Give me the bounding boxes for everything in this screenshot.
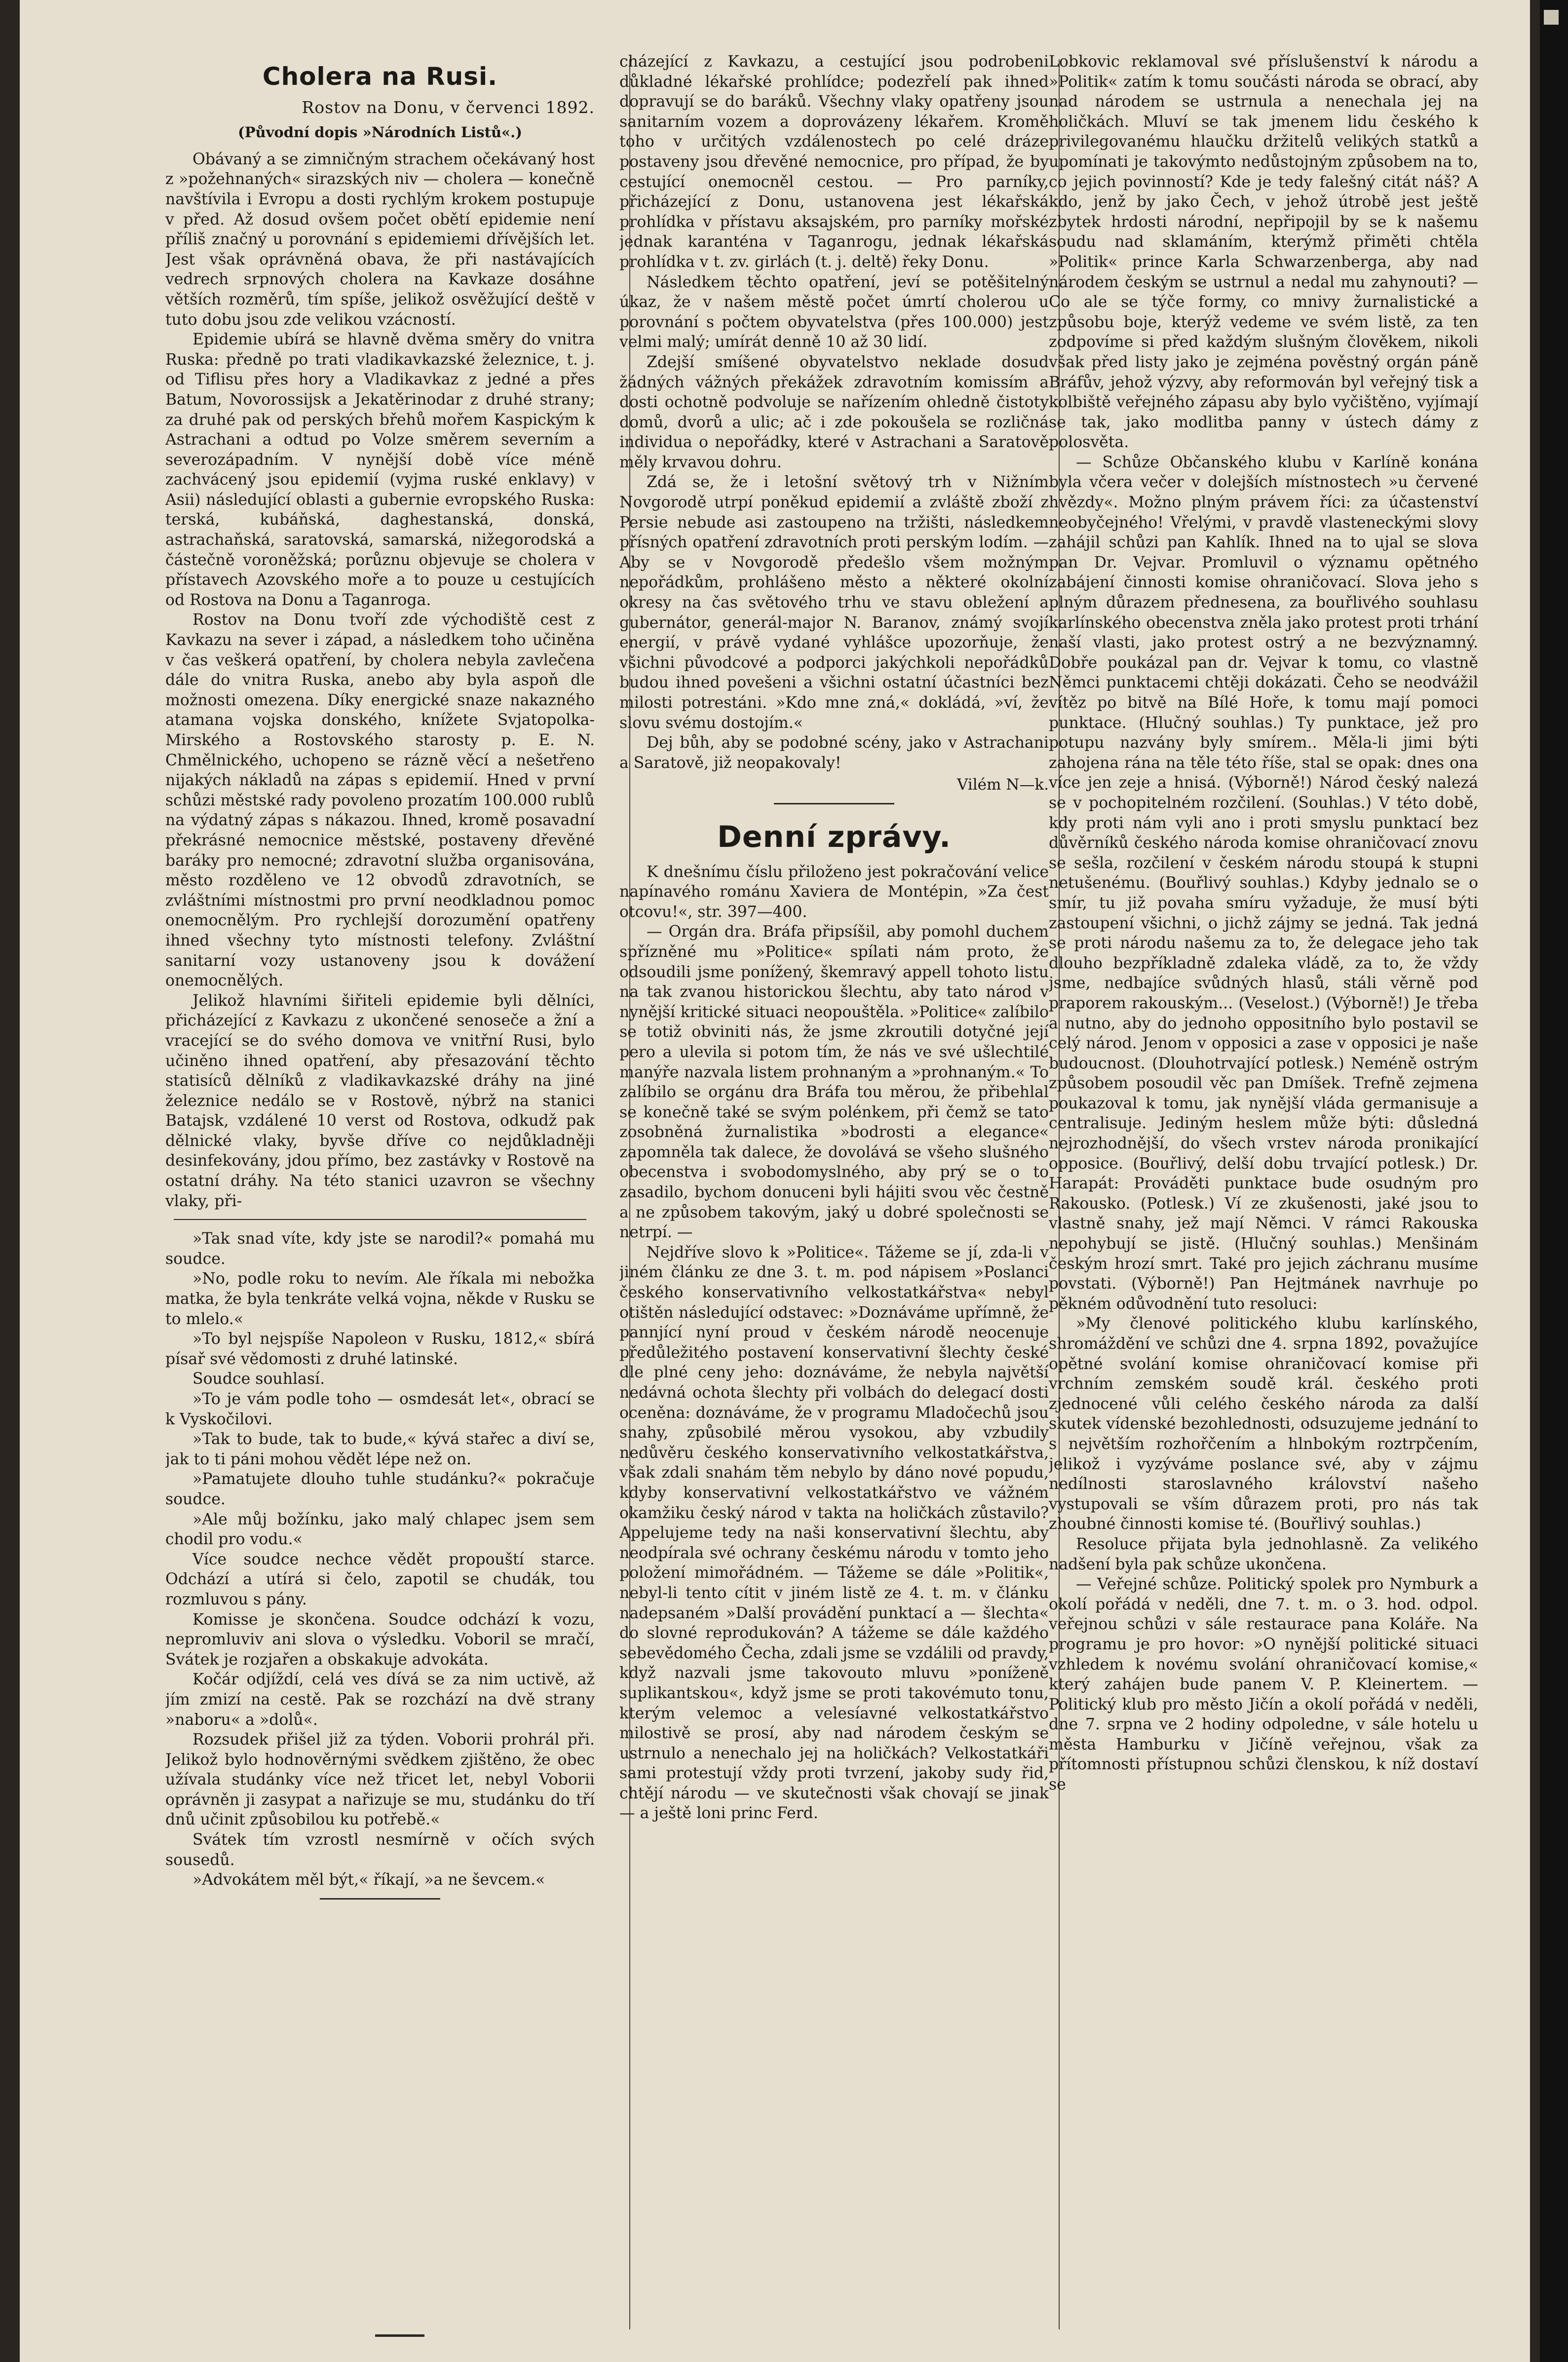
news-paragraph: K dnešnímu číslu přiloženo jest pokračování velice napínavého románu Xaviera de Montépin, »Za čest otcovu!«, str. 397—400. [619,863,1049,921]
dateline: Rostov na Donu, v červenci 1892. [302,97,595,117]
story-paragraph: »To je vám podle toho — osmdesát let«, obrací se k Vyskočilovi. [165,1390,595,1428]
story-paragraph: »No, podle roku to nevím. Ale říkala mi nebožka matka, že byla tenkráte velká vojna, někde v Rusku se to mlelo.« [165,1270,595,1328]
article-paragraph: Dej bůh, aby se podobné scény, jako v Astrachani a Saratově, již neopakovaly! [619,734,1049,772]
story-paragraph: Svátek tím vzrostl nesmírně v očích svých sousedů. [165,1831,595,1869]
scan-mark [1544,10,1559,25]
article-paragraph: Jelikož hlavními šiřiteli epidemie byli dělníci, přicházející z Kavkazu z ukončené senoseče a žní a vracející se do svého domova ve vnitřní Rusi, bylo učiněno ihned opatření, aby přesazování těchto statisíců dělníků z vladikavkazské dráhy na jiné železnice nedálo se v Rostově, nýbrž na stanici Batajsk, vzdálené 10 verst od Rostova, odkudž pak dělnické vlaky, byvše dříve co nejdůkladněji desinfekovány, jdou přímo, bez zastávky v Rostově na ostatní dráhy. Na této stanici uzavron se všechny vlaky, při- [165,991,595,1210]
story-paragraph: »Advokátem měl být,« říkají, »a ne ševcem.« [192,1871,545,1889]
story-paragraph: »To byl nejspíše Napoleon v Rusku, 1812,« sbírá písař své vědomosti z druhé latinské. [165,1330,595,1368]
story-paragraph: Více soudce nechce vědět propouští starce. Odchází a utírá si čelo, zapotil se chudák, tou rozmluvou s pány. [165,1550,595,1608]
story-paragraph: Komisse je skončena. Soudce odchází k vozu, nepromluviv ani slova o výsledku. Voboril se mračí, Svátek je rozjařen a obskakuje advokáta. [165,1610,595,1669]
article-paragraph: Rostov na Donu tvoří zde východiště cest z Kavkazu na sever i západ, a následkem toho učiněna v čas veškerá opatření, by cholera nebyla zavlečena dále do vnitra Ruska, anebo aby byla aspoň dle možnosti omezena. Díky energické snaze nakazného atamana vojska donského, knížete Svjatopolka-Mirského a Rostovského starosty p. E. N. Chmělnického, uchopeno se rázně věcí a nešetřeno nijakých nákladů na zápas s epidemií. Hned v první schůzi městské rady povoleno prozatím 100.000 rublů na výdatný zápas s nákazou. Ihned, kromě posavadní překrásné nemocnice městské, postaveny dřevěné baráky pro nemocné; zdravotní služba organisována, město rozděleno ve 12 obvodů zdravotních, se zvláštními místnostmi pro první neodkladnou pomoc onemocnělým. Pro rychlejší dorozumění opatřeny ihned všechny tyto místnosti telefony. Zvláštní sanitarní vozy ustanoveny jsou k dovážení onemocnělých. [165,611,595,990]
article-paragraph: Zdejší smíšené obyvatelstvo neklade dosud žádných vážných překážek zdravotním komissím a dosti ochotně podvoluje se nařízením ohledně čistoty domů, dvorů a ulic; ač i zde pokoušela se rozličná individua o nepořádky, které v Astrachani a Saratově měly krvavou dohru. [619,353,1049,471]
story-paragraph: »Tak to bude, tak to bude,« kývá stařec a diví se, jak to ti páni mohou vědět lépe než on. [165,1430,595,1468]
source-note: (Původní dopis »Národních Listů«.) [237,124,523,141]
scan-border [1540,0,1568,2362]
story-end-rule [320,1898,440,1900]
story-paragraph: Rozsudek přišel již za týden. Voborii prohrál při. Jelikož bylo hodnověrnými svědkem zjištěno, že obec užívala studánky více než třicet let, nebyl Voborii oprávněn ji zasypat a nařizuje se mu, studánku do tří dnů učinit způsobilou ku potřebě.« [165,1731,595,1829]
story-paragraph: »Tak snad víte, kdy jste se narodil?« pomahá mu soudce. [165,1230,595,1268]
article-paragraph: cházející z Kavkazu, a cestující jsou podrobeni důkladné lékařské prohlídce; podezřelí pak ihned dopravují se do baráků. Všechny vlaky opatřeny jsou sanitarním vozem a doprovázeny lékařem. Kromě toho v určitých vzdálenostech po celé dráze postaveny jsou dřevěné nemocnice, pro případ, že by cestující onemocněl cestou. — Pro parníky, přicházející z Donu, ustanovena jest lékařská prohlídka v přístavu aksajském, pro parníky mořské jednak karanténa v Taganrogu, jednak lékařská prohlídka v t. zv. girlách (t. j. deltě) řeky Donu. [619,53,1049,271]
story-paragraph: »Ale můj božínku, jako malý chlapec jsem sem chodil pro vodu.« [165,1510,595,1549]
story-paragraph: Kočár odjíždí, celá ves dívá se za nim uctivě, až jím zmizí na cestě. Pak se rozchází na dvě strany »naboru« a »dolů«. [165,1671,595,1729]
news-paragraph: Nejdříve slovo k »Politice«. Tážeme se jí, zda-li v jiném článku ze dne 3. t. m. pod nápisem »Poslanci českého konservativního velkostatkářstva« nebyl otištěn následující odstavec: »Doznáváme upřímně, že pannjící nyní proud v českém národě neocenuje předůležitého postavení konservativní šlechty české dle plné ceny jeho: doznáváme, že nebyla najvětší nedávná ochota šlechty při volbách do delegací dosti oceněna: doznáváme, že v programu Mladočechů jsou snahy, způsobilé měrou vysokou, aby vzbudily nedůvěru českého konservativního velkostatkářstva, však zdali snahám těm nebylo by dáno nové popudu, kdyby konservativní velkostatkářstvo ve vážném okamžiku český národ v takta na holičkách zůstavilo? Appelujeme tedy na naši konservativní šlechtu, aby neodpírala své ochrany českému národu v tomto jeho položení mimořádném. — Tážeme se dále »Politik«, nebyl-li tento cítit v jiném listě ze 4. t. m. v článku nadepsaném »Další provádění punktací a — šlechta« do slovné reprodukován? A tážeme se dále každého sebevědomého Čecha, zdali jsme se vzdálili od pravdy, když nazvali jsme takovouto mluvu »poníženě suplikantskou«, když jsme se proti takovémuto tonu, kterým velemoc a velesíavné velkostatkářstvo milostivě se prosí, aby nad národem českým se ustrnulo a nenechalo jej na holičkách? Velkostatkáři sami protestují vždy proti tvrzení, jakoby sudy řid, chtějí národu — ve skutečnosti však chovají se jinak — a ještě loni princ Ferd. [619,1243,1049,1823]
news-paragraph: — Schůze Občanského klubu v Karlíně konána byla včera večer v dolejších místnostech »u červené hvězdy«. Možno plným právem říci: za účastenství neobyčejného! Vřelými, v pravdě vlasteneckými slovy zahájil schůzi pan Kahlík. Ihned na to ujal se slova pan Dr. Vejvar. Promluvil o významu opětného zabájení činnosti komise ohraničovací. Slova jeho s plným důrazem přednesena, za bouřlivého souhlasu karlínského obecenstva zněla jako protest proti trhání naší vlasti, jako protest ostrý a ne bezvýznamný. Dobře poukázal pan dr. Vejvar k tomu, co vlastně Němci punktacemi chtěji dokázati. Čeho se neodvážil vítěz po bitvě na Bílé Hoře, k tomu mají pomoci punktace. (Hlučný souhlas.) Ty punktace, jež pro potupu nazvány byly smírem.. Měla-li jimi býti zahojena rána na těle této říše, stal se opak: dnes ona více jen zeje a hnisá. (Výborně!) Národ český nalezá se v pochopitelném rozčilení. (Souhlas.) V této době, kdy proti nám vyli ano i proti smyslu punktací bez důvěrníků českého národa komise ohraničovací znovu se sešla, rozčilení v českém národu stoupá k stupni netušenému. (Bouřlivý souhlas.) Kdyby jednalo se o smír, tu již povaha smíru vyžaduje, že musí býti zastoupení všichni, o jichž zájmy se jedná. Tak jedná se proti národu našemu za to, že delegace jeho tak dlouho bezpříkladně zdaleka vládě, za to, že vždy jsme, nedbajíce svůdných hlasů, stáli věrně pod praporem rakouským... (Veselost.) (Výborně!) Je třeba a nutno, aby do jednoho oppositního bylo postavil se celý národ. Jenom v opposici a zase v opposici je naše budoucnost. (Dlouhotrvající potlesk.) Neméně ostrým způsobem posoudil věc pan Dmíšek. Trefně zejmena poukazoval k tomu, jak nynější vláda germanisuje a centralisuje. Jediným heslem může býti: důsledná nejrozhodnější, do všech vrstev národa pronikající opposice. (Bouřlivý, delší dobu trvající potlesk.) Dr. Harapát: Prováděti punktace bude osudným pro Rakousko. (Potlesk.) Ví ze zkušenosti, jaké jsou to vlastně snahy, jež mají Němci. V rámci Rakouska nepohybují se jistě. (Hlučný souhlas.) Menšinám českým hrozí smrt. Také pro jejich záchranu musíme povstati. (Výborně!) Pan Hejtmánek navrhuje po pěkném odůvodnění tuto resoluci: [1049,453,1478,1313]
news-paragraph: Lobkovic reklamoval své příslušenství k národu a »Politik« zatím k tomu součásti národa se obrací, aby nad národem se ustrnula a nenechala jej na holičkách. Mluví se tak jmenem lidu českého k privilegovanému hlaučku držitelů velikých statků a upomínati je takovýmto nedůstojným způsobem na to, co jejich povinností? Kde je tedy falešný citát náš? A kdo, jenž by jako Čech, v jehož útrobě jest ještě zbytek hrdosti národní, nepřipojil by se k našemu soudu nad sklamáním, kterýmž přiměti chtěla »Politik« prince Karla Schwarzenberga, aby nad národem českým se ustrnul a nedal mu zahynouti? — Co ale se týče formy, co mnivy žurnalistické a způsobu boje, kterýž vedeme ve svém listě, za ten zodpovíme si před každým slušným člověkem, nikoli však před listy jako je zejména pověstný orgán páně Bráfův, jehož výzvy, aby reformován byl veřejný tisk a kolbiště veřejného zápasu aby bylo vyčištěno, vyjímají se tak, jako modlitba panny v ústech dámy z polosvěta. [1049,53,1478,452]
article-paragraph: Zdá se, že i letošní světový trh v Nižním Novgorodě utrpí poněkud epidemií a zvláště zboží z Persie nebude asi zastoupeno na tržišti, následkem přísných opatření zdravotních proti perským lodím. — Aby se v Novgorodě předešlo všem možným nepořádkům, prohlášeno město a některé okolní okresy na čas světového trhu ve stavu obležení a gubernátor, generál-major N. Baranov, známý svojí energií, v právě vydané vyhlášce upozorňuje, že všichni původcové a podporci jakýchkoli nepořádků budou ihned povešeni a všichni ostatní účastníci bez milosti potrestáni. »Kdo mne zná,« dokládá, »ví, že slovu svému dostojím.« [619,473,1049,732]
story-paragraph: Soudce souhlasí. [192,1370,325,1388]
column-2 [619,52,1049,2342]
feuilleton-rule [174,1219,586,1220]
news-paragraph: — Orgán dra. Bráfa připsíšil, aby pomohl duchem spřízněné mu »Politice« spílati nám proto, že odsoudili jsme ponížený, škemravý appell tohoto listu na tak zvanou historickou šlechtu, aby tato národ v nynější kritické situaci neopouštěla. »Politice« zalíbilo se totiž obviniti nás, že jsme zkroutili dotyčné její pero a ulevila si potom tím, že nás ve své ušlechtilé manýře nazvala listem prohnaným a »prohnaným.« To zalíbilo se orgánu dra Bráfa tou měrou, že přibehlal se konečně také se svým polénkem, při čemž se tato zosobněná žurnalistika »bodrosti a elegance« zapomněla tak dalece, že dovolává se všeho slušného obecenstva i svobodomyslného, aby prý se o to zasadilo, bychom donuceni byli hájiti svou věc čestně a ne způsobem takovým, jaký u dobré společnosti se netrpí. — [619,923,1049,1242]
article-paragraph: Obávaný a se zimničným strachem očekávaný host z »požehnaných« sirazských niv — cholera — konečně navštívila i Evropu a dosti rychlým krokem postupuje v před. Až dosud ovšem počet obětí epidemie není příliš značný u porovnání s epidemiemi dřívějších let. Jest však oprávněná obava, že při nastávajících vedrech srpnových cholera na Kavkaze dosáhne větších rozměrů, tím spíše, jelikož osvěžující deště v tuto dobu jsou zde velikou vzácností. [165,150,595,329]
column-3 [1049,52,1478,2342]
news-paragraph: Resoluce přijata byla jednohlasně. Za velikého nadšení byla pak schůze ukončena. [1049,1535,1478,1573]
news-paragraph: — Veřejné schůze. Politický spolek pro Nymburk a okolí pořádá v neděli, dne 7. t. m. o 3. hod. odpol. veřejnou schůzi v sále restaurace pana Koláře. Na programu je pro hovor: »O nynější politické situaci vzhledem k novému svolání ohraničovací komise,« který zahájen bude panem V. P. Kleinertem. — Politický klub pro město Jičín a okolí pořádá v neděli, dne 7. srpna ve 2 hodiny odpoledne, v sále hotelu u města Hamburku v Jičíně veřejnou, však za přítomnosti přístupnou schůzi členskou, k níž dostaví se [1049,1575,1478,1794]
column-1 [165,52,595,2342]
article-paragraph: Následkem těchto opatření, jeví se potěšitelný úkaz, že v našem městě počet úmrtí cholerou u porovnání s počtem obyvatelstva (přes 100.000) jest velmi malý; umírát denně 10 až 30 lidí. [619,273,1049,351]
author-signature: Vilém N—k. [956,776,1049,794]
article-title-cholera: Cholera na Rusi. [262,62,498,91]
section-title-denni-zpravy: Denní zprávy. [717,819,951,854]
resolution-paragraph: »My členové politického klubu karlínského, shromáždění ve schůzi dne 4. srpna 1892, považujíce opětné svolání komise ohraničovací komise při vrchním zemském soudě král. českého proti zjednocené vůli celého českého národa za další skutek vídenské bezohlednosti, odsuzujeme jednání to s největším rozhořčením a hlnbokým roztrpčením, jelikož i vyzýváme poslance své, aby v zájmu nedílnosti staroslavného království našeho vystupovali se vším důrazem proti, pro nás tak zhoubné činnosti komise té. (Bouřlivý souhlas.) [1049,1315,1478,1533]
section-rule [774,803,894,804]
story-paragraph: »Pamatujete dlouho tuhle studánku?« pokračuje soudce. [165,1470,595,1508]
article-paragraph: Epidemie ubírá se hlavně dvěma směry do vnitra Ruska: předně po trati vladikavkazské železnice, t. j. od Tiflisu přes hory a Vladikavkaz z jedné a přes Batum, Novorossijsk a Jekatěrinodar z druhé strany; za druhé pak od perských břehů mořem Kaspickým k Astrachani a odtud po Volze směrem severním a severozápadním. V nynější době více méně zachvácený jsou epidemií (vyjma ruské enklavy) v Asii) následující oblasti a gubernie evropského Ruska: terská, kubáňská, daghestanská, donská, astrachaňská, saratovská, samarská, nižegorodská a částečně voroněžská; porůznu objevuje se cholera v přístavech Azovského moře a to pouze u cestujících od Rostova na Donu a Taganroga. [165,331,595,609]
